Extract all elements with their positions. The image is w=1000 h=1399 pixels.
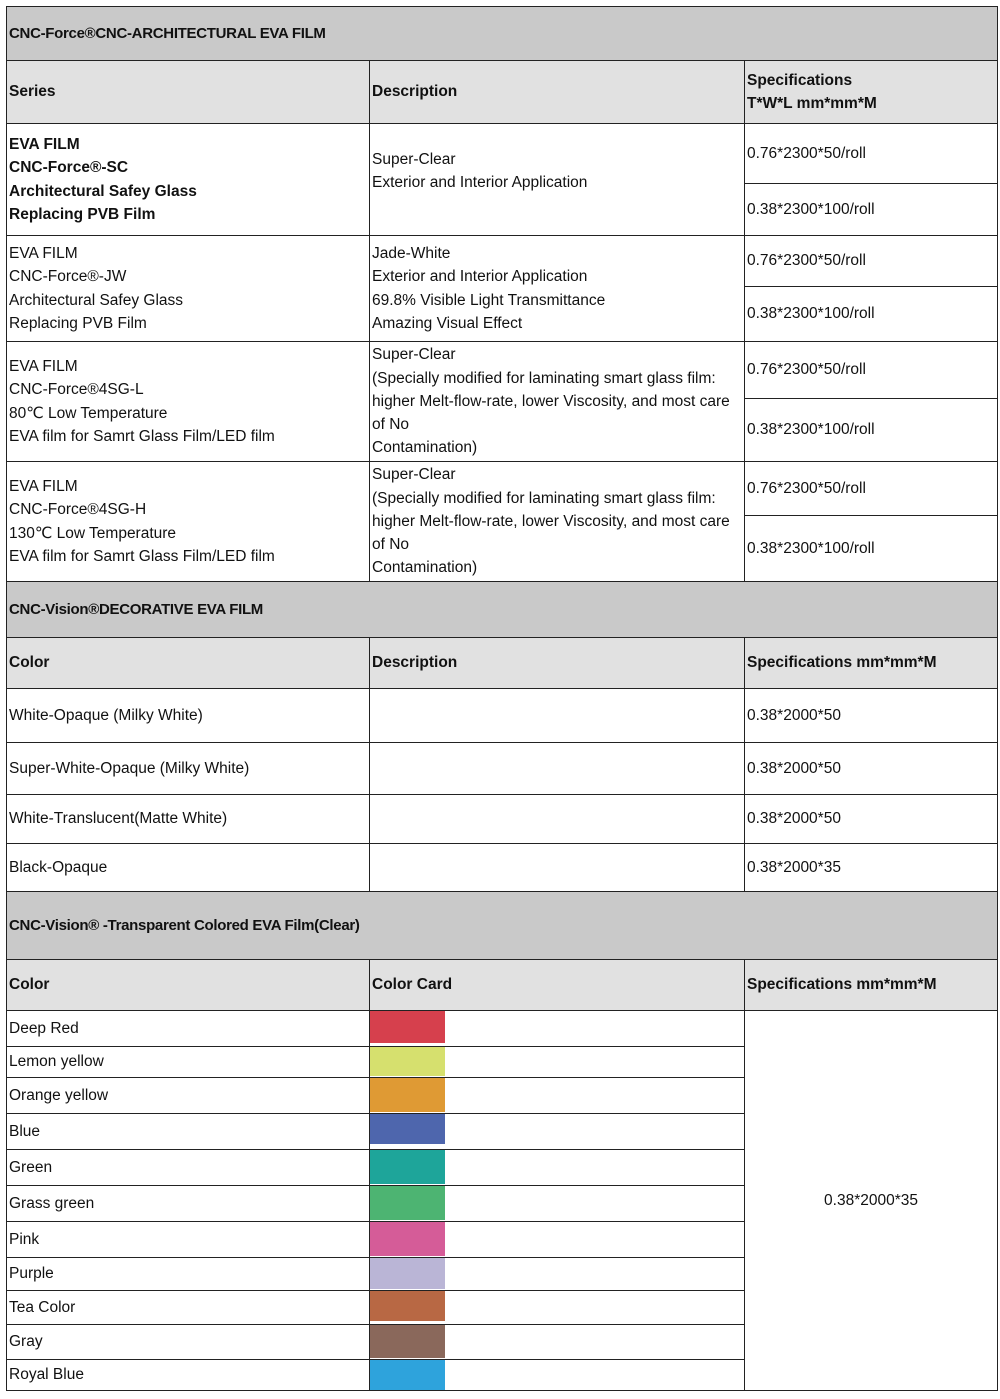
product-spec-table xyxy=(6,6,998,1391)
color-card-cell xyxy=(370,1291,745,1325)
column-header-color-card: Color Card xyxy=(370,960,745,1011)
column-header-row xyxy=(7,61,998,124)
section-header-architectural xyxy=(7,7,998,61)
color-swatch xyxy=(370,1258,445,1289)
description-line: Jade-White xyxy=(372,244,451,262)
color-cell: White-Opaque (Milky White) xyxy=(7,689,370,743)
column-header-row xyxy=(7,638,998,689)
spec-cell: 0.38*2000*35 xyxy=(745,1011,998,1391)
series-cell xyxy=(7,236,370,342)
color-card-cell xyxy=(370,1150,745,1186)
color-name-cell: Purple xyxy=(7,1258,370,1291)
section-title: CNC-Force®CNC-ARCHITECTURAL EVA FILM xyxy=(7,7,998,61)
color-swatch xyxy=(370,1360,445,1390)
series-line: 130℃ Low Temperature xyxy=(9,524,177,542)
color-swatch xyxy=(370,1114,445,1144)
series-line: CNC-Force®4SG-H xyxy=(9,501,147,519)
color-swatch xyxy=(370,1291,445,1321)
description-line: Super-Clear xyxy=(372,466,456,484)
series-line: CNC-Force®-SC xyxy=(9,159,129,177)
column-header-row xyxy=(7,960,998,1011)
description-cell xyxy=(370,743,745,795)
color-card-cell xyxy=(370,1078,745,1114)
series-cell xyxy=(7,342,370,462)
description-line: Exterior and Interior Application xyxy=(372,174,588,192)
spec-cell: 0.38*2300*100/roll xyxy=(745,287,998,342)
description-cell xyxy=(370,795,745,844)
color-card-cell xyxy=(370,1258,745,1291)
color-card-cell xyxy=(370,1222,745,1258)
color-name-cell: Orange yellow xyxy=(7,1078,370,1114)
color-cell: Super-White-Opaque (Milky White) xyxy=(7,743,370,795)
color-cell: Black-Opaque xyxy=(7,844,370,892)
description-line: Super-Clear xyxy=(372,151,456,168)
series-line: EVA film for Samrt Glass Film/LED film xyxy=(9,427,275,445)
spec-cell: 0.76*2300*50/roll xyxy=(745,462,998,516)
description-cell xyxy=(370,844,745,892)
column-header-description: Description xyxy=(370,61,745,124)
description-line: Amazing Visual Effect xyxy=(372,314,523,332)
color-card-cell xyxy=(370,1325,745,1360)
series-line: EVA film for Samrt Glass Film/LED film xyxy=(9,547,275,565)
table-row xyxy=(7,689,998,743)
series-line: CNC-Force®-JW xyxy=(9,268,127,286)
series-line: EVA FILM xyxy=(9,357,78,375)
section-title: CNC-Vision®DECORATIVE EVA FILM xyxy=(7,582,998,638)
spec-cell: 0.38*2000*35 xyxy=(745,844,998,892)
table-row xyxy=(7,124,998,184)
section-header-decorative xyxy=(7,582,998,638)
color-name-cell: Grass green xyxy=(7,1186,370,1222)
description-cell xyxy=(370,689,745,743)
description-cell xyxy=(370,236,745,342)
spec-cell: 0.38*2000*50 xyxy=(745,743,998,795)
spec-cell: 0.38*2300*100/roll xyxy=(745,516,998,582)
color-swatch xyxy=(370,1078,445,1112)
color-card-cell xyxy=(370,1011,745,1047)
series-line: Replacing PVB Film xyxy=(9,205,156,223)
series-line: EVA FILM xyxy=(9,477,78,495)
color-swatch xyxy=(370,1325,445,1358)
description-line: Super-Clear xyxy=(372,346,456,364)
column-header-series: Series xyxy=(7,61,370,124)
section-header-transparent xyxy=(7,892,998,960)
series-line: EVA FILM xyxy=(9,135,80,153)
column-header-specifications: Specifications mm*mm*M xyxy=(745,960,998,1011)
table-row xyxy=(7,1011,998,1047)
table-row xyxy=(7,236,998,287)
description-line: Contamination) xyxy=(372,559,478,577)
column-header-specifications: Specifications mm*mm*M xyxy=(745,638,998,689)
series-cell xyxy=(7,462,370,582)
series-line: 80℃ Low Temperature xyxy=(9,404,168,422)
color-name-cell: Royal Blue xyxy=(7,1360,370,1391)
color-card-cell xyxy=(370,1114,745,1150)
spec-cell: 0.76*2300*50/roll xyxy=(745,236,998,287)
description-cell xyxy=(370,342,745,462)
color-card-cell xyxy=(370,1186,745,1222)
color-name-cell: Gray xyxy=(7,1325,370,1360)
series-line: EVA FILM xyxy=(9,244,78,262)
description-cell xyxy=(370,124,745,236)
column-header-color: Color xyxy=(7,638,370,689)
series-line: Architectural Safey Glass xyxy=(9,182,197,200)
color-name-cell: Lemon yellow xyxy=(7,1047,370,1078)
column-header-description: Description xyxy=(370,638,745,689)
description-line: (Specially modified for laminating smart glass film: higher Melt-flow-rate, lower Viscosity, and most care of No xyxy=(372,489,730,554)
color-card-cell xyxy=(370,1047,745,1078)
series-cell xyxy=(7,124,370,236)
spec-cell: 0.76*2300*50/roll xyxy=(745,124,998,184)
header-line: T*W*L mm*mm*M xyxy=(747,95,877,112)
color-name-cell: Blue xyxy=(7,1114,370,1150)
table-row xyxy=(7,795,998,844)
table-row xyxy=(7,342,998,399)
color-swatch xyxy=(370,1011,445,1043)
table-row xyxy=(7,844,998,892)
color-swatch xyxy=(370,1150,445,1184)
color-card-cell xyxy=(370,1360,745,1391)
description-cell xyxy=(370,462,745,582)
color-swatch xyxy=(370,1186,445,1220)
series-line: Replacing PVB Film xyxy=(9,314,147,332)
color-name-cell: Pink xyxy=(7,1222,370,1258)
column-header-specifications xyxy=(745,61,998,124)
description-line: Contamination) xyxy=(372,439,478,457)
color-name-cell: Tea Color xyxy=(7,1291,370,1325)
description-line: Exterior and Interior Application xyxy=(372,268,588,286)
table-row xyxy=(7,462,998,516)
description-line: 69.8% Visible Light Transmittance xyxy=(372,291,606,309)
color-cell: White-Translucent(Matte White) xyxy=(7,795,370,844)
description-line: (Specially modified for laminating smart glass film: higher Melt-flow-rate, lower Viscosity, and most care of No xyxy=(372,369,730,434)
header-line: Specifications xyxy=(747,71,853,89)
spec-cell: 0.38*2300*100/roll xyxy=(745,184,998,236)
spec-cell: 0.76*2300*50/roll xyxy=(745,342,998,399)
section-title: CNC-Vision® -Transparent Colored EVA Film(Clear) xyxy=(7,892,998,960)
spec-cell: 0.38*2000*50 xyxy=(745,689,998,743)
color-name-cell: Green xyxy=(7,1150,370,1186)
spec-cell: 0.38*2000*50 xyxy=(745,795,998,844)
series-line: Architectural Safey Glass xyxy=(9,291,184,309)
series-line: CNC-Force®4SG-L xyxy=(9,381,144,399)
table-row xyxy=(7,743,998,795)
column-header-color: Color xyxy=(7,960,370,1011)
color-swatch xyxy=(370,1222,445,1256)
color-swatch xyxy=(370,1047,445,1076)
color-name-cell: Deep Red xyxy=(7,1011,370,1047)
spec-cell: 0.38*2300*100/roll xyxy=(745,399,998,462)
